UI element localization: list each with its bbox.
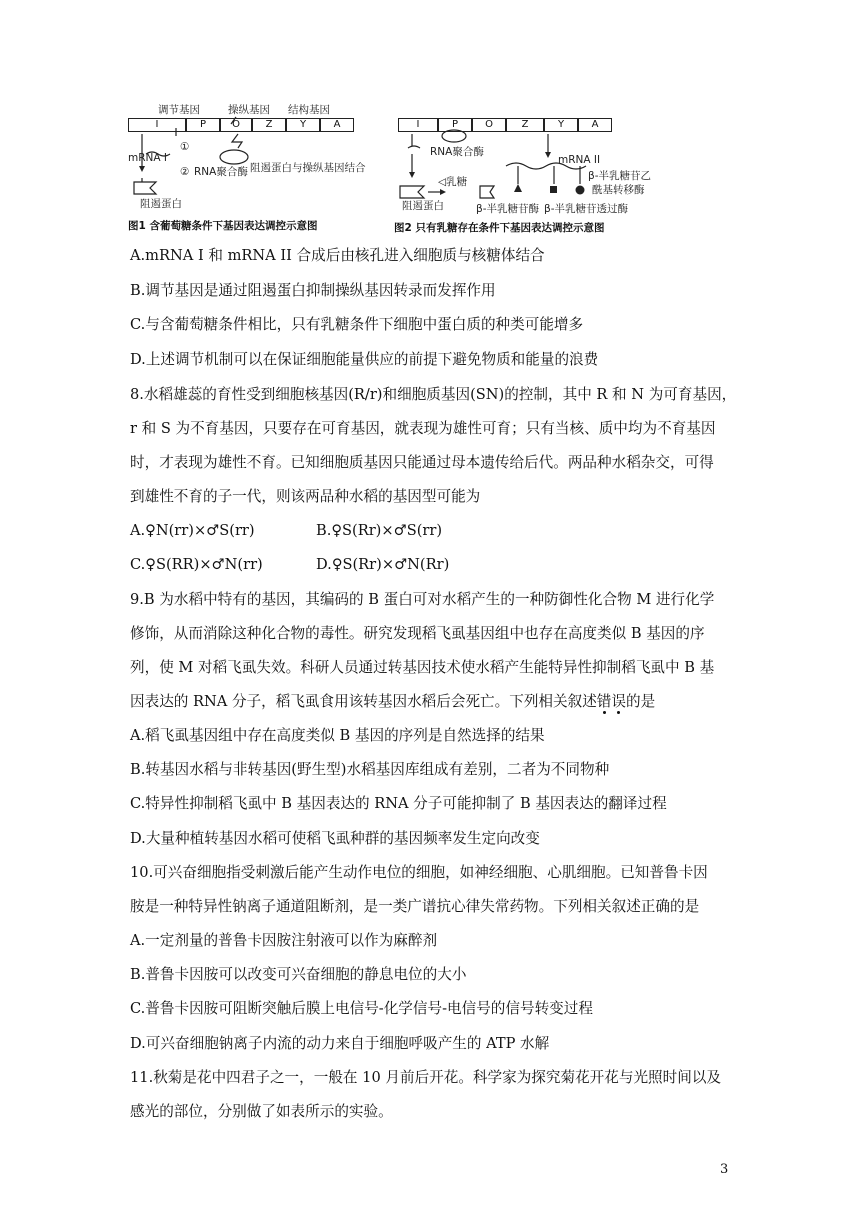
dna2-segment-i: I [398,118,438,132]
label-repressor-binding: 阻遏蛋白与操纵基因结合 [250,162,366,174]
q11-stem-line-1: 11.秋菊是花中四君子之一，一般在 10 月前后开花。科学家为探究菊花开花与光照时间以及 [130,1069,722,1086]
q9-option-c: C.特异性抑制稻飞虱中 B 基因表达的 RNA 分子可能抑制了 B 基因表达的翻译过程 [130,795,667,812]
label-enzyme-1: β-半乳糖苷酶 [476,203,539,215]
label-structural-gene: 结构基因 [288,104,330,116]
q8-stem-line-2: r 和 S 为不育基因，只要存在可育基因，就表现为雄性可育；只有当核、质中均为不育基因 [130,420,716,437]
q9-stem-line-2: 修饰，从而消除这种化合物的毒性。研究发现稻飞虱基因组中也存在高度类似 B 基因的序 [130,625,705,642]
label-repressor-1: 阻遏蛋白 [140,198,182,210]
figure-2-caption: 图2 只有乳糖存在条件下基因表达调控示意图 [394,222,605,234]
q8-option-b: B.♀S(Rr)×♂S(rr) [316,522,443,539]
dna2-segment-z: Z [506,118,544,132]
q9-stem-line-3: 列，使 M 对稻飞虱失效。科研人员通过转基因技术使水稻产生能特异性抑制稻飞虱中 B 基 [130,659,715,676]
emphasis-char-2: 误 [611,693,627,710]
q8-stem-line-1: 8.水稻雄蕊的育性受到细胞核基因(R/r)和细胞质基因(SN)的控制，其中 R 和 N 为可育基因， [130,386,737,403]
label-mrna-1: mRNA I [128,152,167,164]
dna-segment-o: O [220,118,252,132]
q8-option-a: A.♀N(rr)×♂S(rr) [130,522,255,539]
label-rna-polymerase-1: RNA聚合酶 [194,166,248,178]
label-enzyme-3a: β-半乳糖苷乙 [588,170,651,182]
label-step-1: ① [180,141,190,153]
label-regulator-gene: 调节基因 [158,104,200,116]
label-repressor-2: 阻遏蛋白 [402,200,444,212]
dna2-segment-o: O [472,118,506,132]
dna2-segment-a: A [578,118,612,132]
q7-option-a: A.mRNA I 和 mRNA II 合成后由核孔进入细胞质与核糖体结合 [130,247,545,264]
q10-stem-line-1: 10.可兴奋细胞指受刺激后能产生动作电位的细胞，如神经细胞、心肌细胞。已知普鲁卡因 [130,864,708,881]
label-enzyme-3b: 酰基转移酶 [592,184,645,196]
q10-option-c: C.普鲁卡因胺可阻断突触后膜上电信号-化学信号-电信号的信号转变过程 [130,1000,593,1017]
dna2-segment-y: Y [544,118,578,132]
label-operator-gene: 操纵基因 [228,104,270,116]
q7-option-c: C.与含葡萄糖条件相比，只有乳糖条件下细胞中蛋白质的种类可能增多 [130,316,584,333]
label-enzyme-2: β-半乳糖苷透过酶 [544,203,628,215]
label-step-2: ② [180,166,190,178]
figure-1-caption: 图1 含葡萄糖条件下基因表达调控示意图 [128,220,318,232]
q7-option-d: D.上述调节机制可以在保证细胞能量供应的前提下避免物质和能量的浪费 [130,351,599,368]
q8-option-c: C.♀S(RR)×♂N(rr) [130,556,263,573]
q10-option-d: D.可兴奋细胞钠离子内流的动力来自于细胞呼吸产生的 ATP 水解 [130,1035,550,1052]
page-number: 3 [720,1162,729,1177]
dna-segment-a: A [320,118,354,132]
label-lactose: ◁乳糖 [438,176,468,188]
label-rna-polymerase-2: RNA聚合酶 [430,146,484,158]
q7-option-b: B.调节基因是通过阻遏蛋白抑制操纵基因转录而发挥作用 [130,282,496,299]
q9-stem-line-1: 9.B 为水稻中特有的基因，其编码的 B 蛋白可对水稻产生的一种防御性化合物 M 进行化学 [130,591,715,608]
q9-stem-line-4 [130,692,655,712]
dna-segment-p: P [186,118,220,132]
emphasis-char-1: 错 [596,693,612,710]
q9-option-a: A.稻飞虱基因组中存在高度类似 B 基因的序列是自然选择的结果 [130,727,545,744]
q10-option-a: A.一定剂量的普鲁卡因胺注射液可以作为麻醉剂 [130,932,438,949]
q8-stem-line-4: 到雄性不育的子一代，则该两品种水稻的基因型可能为 [130,488,481,505]
dna-segment-z: Z [252,118,286,132]
q11-stem-line-2: 感光的部位，分别做了如表所示的实验。 [130,1103,393,1120]
dna2-segment-p: P [438,118,472,132]
dna-segment-y: Y [286,118,320,132]
label-mrna-2: mRNA II [558,154,601,166]
q8-option-d: D.♀S(Rr)×♂N(Rr) [316,556,450,573]
q10-option-b: B.普鲁卡因胺可以改变可兴奋细胞的静息电位的大小 [130,966,467,983]
dna-segment-i: I [128,118,186,132]
q10-stem-line-2: 胺是一种特异性钠离子通道阻断剂，是一类广谱抗心律失常药物。下列相关叙述正确的是 [130,898,700,915]
q9-stem-line-4-end: 的是 [626,693,656,710]
figure-2 [394,100,658,240]
q9-option-d: D.大量种植转基因水稻可使稻飞虱种群的基因频率发生定向改变 [130,830,540,847]
q8-stem-line-3: 时，才表现为雄性不育。已知细胞质基因只能通过母本遗传给后代。两品种水稻杂交，可得 [130,454,714,471]
figure-1 [128,100,390,240]
q9-option-b: B.转基因水稻与非转基因(野生型)水稻基因库组成有差别，二者为不同物种 [130,761,610,778]
figures [128,100,658,240]
q9-stem-line-4-text: 因表达的 RNA 分子，稻飞虱食用该转基因水稻后会死亡。下列相关叙述 [130,693,597,710]
